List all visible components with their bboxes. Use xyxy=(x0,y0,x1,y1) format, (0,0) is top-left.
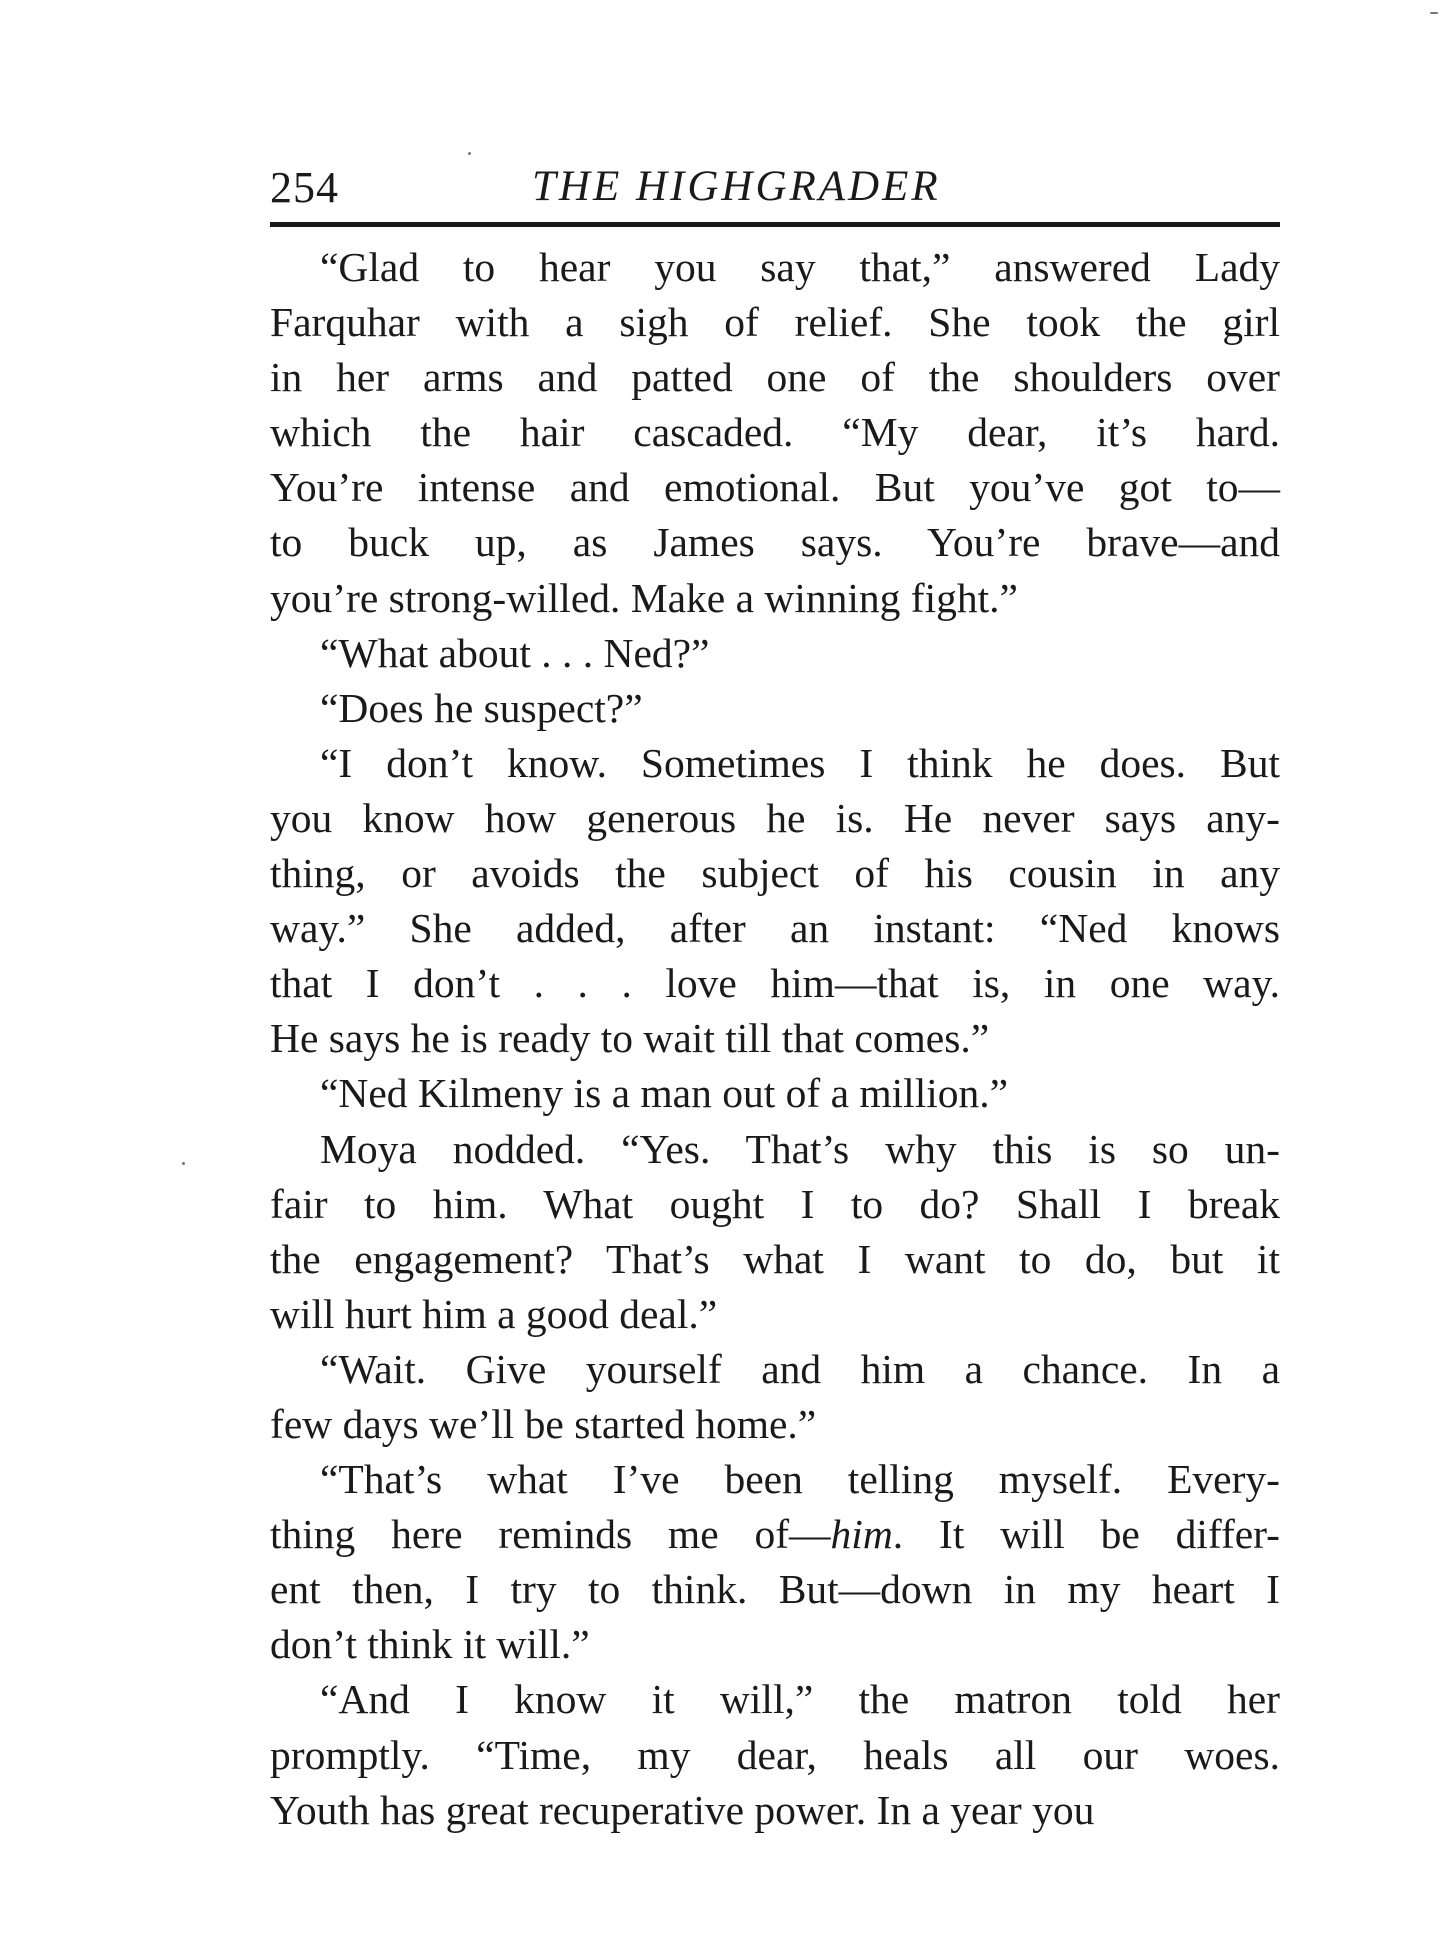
text-line: “I don’t know. Sometimes I think he does. But xyxy=(320,739,1280,786)
emphasis: him xyxy=(830,1511,893,1558)
paragraph xyxy=(270,626,1280,681)
paragraph xyxy=(270,1066,1280,1121)
text-line: to buck up, as James says. You’re brave—and xyxy=(270,519,1280,566)
text-line: “Does he suspect?” xyxy=(320,684,643,731)
text-line: “What about . . . Ned?” xyxy=(320,629,710,676)
scan-speck xyxy=(182,1162,185,1165)
text-line: You’re intense and emotional. But you’ve got to— xyxy=(270,464,1280,511)
text-line: that I don’t . . . love him—that is, in one way. xyxy=(270,960,1280,1007)
scan-speck xyxy=(468,152,471,155)
text-line: “Glad to hear you say that,” answered Lady xyxy=(320,244,1280,290)
text-line: Youth has great recuperative power. In a year you xyxy=(270,1786,1095,1833)
scan-speck xyxy=(1430,12,1438,14)
text-line: Moya nodded. “Yes. That’s why this is so un- xyxy=(320,1125,1280,1172)
paragraph xyxy=(270,681,1280,736)
text-line: “And I know it will,” the matron told her xyxy=(320,1676,1280,1723)
text-line: will hurt him a good deal.” xyxy=(270,1290,718,1337)
paragraph xyxy=(270,1122,1280,1342)
text-line: fair to him. What ought I to do? Shall I break xyxy=(270,1180,1280,1227)
text-line: don’t think it will.” xyxy=(270,1621,590,1668)
text-line: you’re strong-willed. Make a winning fight.” xyxy=(270,574,1018,621)
text-line: thing, or avoids the subject of his cousin in any xyxy=(270,850,1280,897)
body-text xyxy=(270,240,1280,1838)
text-line: way.” She added, after an instant: “Ned knows xyxy=(270,905,1280,952)
running-title: THE HIGHGRADER xyxy=(532,163,941,210)
page-header xyxy=(270,162,1280,222)
paragraph xyxy=(270,240,1280,626)
text-line: “That’s what I’ve been telling myself. Every- xyxy=(320,1456,1280,1503)
paragraph xyxy=(270,736,1280,1067)
paragraph xyxy=(270,1342,1280,1452)
header-rule xyxy=(270,222,1280,227)
page-number: 254 xyxy=(270,163,339,212)
text-line: in her arms and patted one of the shoulders over xyxy=(270,354,1280,401)
text-line: “Ned Kilmeny is a man out of a million.” xyxy=(320,1070,1009,1117)
text-line: promptly. “Time, my dear, heals all our woes. xyxy=(270,1731,1280,1778)
paragraph xyxy=(270,1672,1280,1837)
text-line: Farquhar with a sigh of relief. She took the girl xyxy=(270,299,1280,346)
text-line: which the hair cascaded. “My dear, it’s hard. xyxy=(270,409,1280,456)
text-line: thing here reminds me of—him. It will be differ- xyxy=(270,1511,1280,1558)
paragraph xyxy=(270,1452,1280,1672)
text-line: few days we’ll be started home.” xyxy=(270,1400,817,1447)
text-line: He says he is ready to wait till that comes.” xyxy=(270,1015,990,1062)
text-line: ent then, I try to think. But—down in my heart I xyxy=(270,1566,1280,1613)
text-line: the engagement? That’s what I want to do, but it xyxy=(270,1235,1280,1282)
text-line: “Wait. Give yourself and him a chance. In a xyxy=(320,1345,1280,1392)
text-line: you know how generous he is. He never says any- xyxy=(270,794,1280,841)
